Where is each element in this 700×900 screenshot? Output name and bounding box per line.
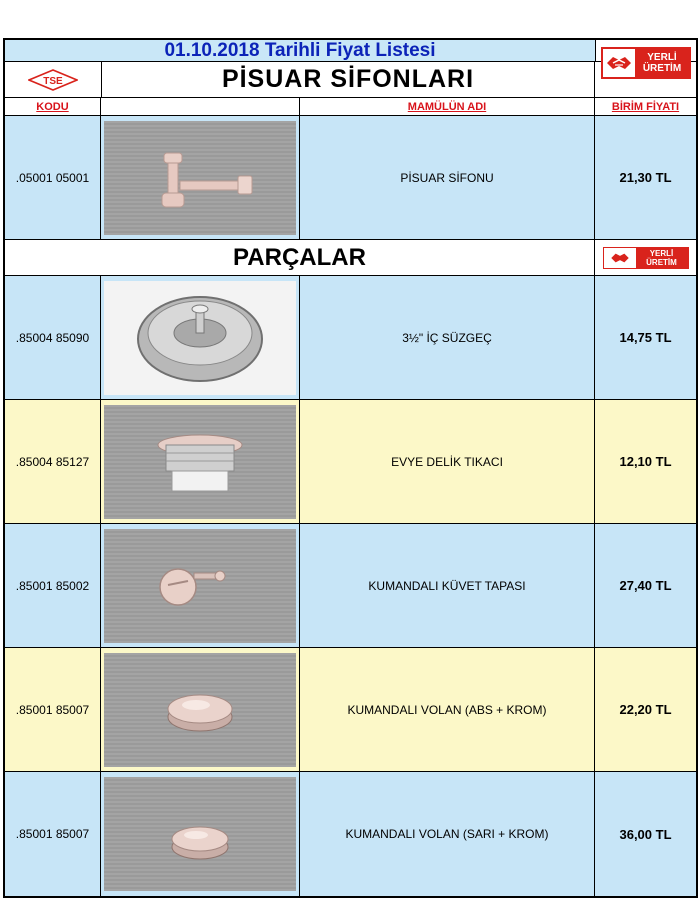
- product-image-cell: [101, 276, 300, 399]
- strainer-image: [104, 281, 296, 395]
- product-code: .85004 85127: [5, 400, 101, 523]
- table-row: [5, 116, 696, 240]
- price-list-date-title: 01.10.2018 Tarihli Fiyat Listesi: [5, 40, 595, 61]
- product-name: EVYE DELİK TIKACI: [300, 400, 595, 523]
- handshake-icon: [604, 248, 636, 268]
- product-price: 22,20 TL: [619, 702, 672, 717]
- parts-section-title: PARÇALAR: [5, 240, 595, 275]
- column-header-row: [5, 98, 696, 116]
- tse-logo-text: TSE: [43, 75, 63, 87]
- product-price: 12,10 TL: [619, 454, 672, 469]
- product-price: 14,75 TL: [619, 330, 672, 345]
- badge-line-1: YERLİ: [649, 248, 674, 258]
- yerli-uretim-badge-small: [603, 247, 689, 269]
- product-code: .05001 05001: [5, 116, 101, 239]
- table-row: [5, 400, 696, 524]
- category-title: PİSUAR SİFONLARI: [101, 62, 595, 97]
- category-title-row: [5, 62, 696, 98]
- parts-section-header: [5, 240, 696, 276]
- product-price: 36,00 TL: [619, 826, 672, 842]
- table-row: [5, 648, 696, 772]
- hole-plug-image: [104, 405, 296, 519]
- tse-logo-cell: [5, 62, 101, 97]
- badge-line-2: ÜRETİM: [646, 257, 677, 267]
- badge-line-2: ÜRETİM: [642, 63, 682, 74]
- yerli-uretim-logo-cell: [595, 40, 696, 74]
- siphon-pipe-image: [104, 121, 296, 235]
- product-image-cell: [101, 524, 300, 647]
- product-image-cell: [101, 648, 300, 771]
- product-code: .85001 85002: [5, 524, 101, 647]
- product-price: 21,30 TL: [619, 170, 672, 185]
- product-name: 3½" İÇ SÜZGEÇ: [300, 276, 595, 399]
- product-name: KUMANDALI KÜVET TAPASI: [300, 524, 595, 647]
- badge-line-1: YERLİ: [647, 52, 677, 63]
- table-row: [5, 276, 696, 400]
- column-header-code: KODU: [5, 98, 101, 115]
- price-list-sheet: [3, 38, 698, 898]
- parts-badge-cell: [595, 240, 696, 275]
- product-price: 27,40 TL: [619, 578, 672, 593]
- control-knob-image: [104, 653, 296, 767]
- product-image-cell: [101, 772, 300, 896]
- product-code: .85004 85090: [5, 276, 101, 399]
- product-image-cell: [101, 116, 300, 239]
- control-knob-image: [104, 777, 296, 891]
- product-name: KUMANDALI VOLAN (ABS + KROM): [300, 648, 595, 771]
- title-logo-spacer: [595, 62, 696, 97]
- product-code: .85001 85007: [5, 772, 101, 896]
- product-image-cell: [101, 400, 300, 523]
- column-header-image: [101, 98, 300, 115]
- column-header-name: MAMÜLÜN ADI: [300, 98, 595, 115]
- product-name: KUMANDALI VOLAN (SARI + KROM): [300, 772, 595, 896]
- yerli-uretim-text: [636, 248, 688, 268]
- table-row: [5, 772, 696, 896]
- product-name: PİSUAR SİFONU: [300, 116, 595, 239]
- column-header-price: BİRİM FİYATI: [611, 100, 680, 113]
- bath-plug-image: [104, 529, 296, 643]
- date-header-row: [5, 39, 696, 74]
- table-row: [5, 524, 696, 648]
- product-code: .85001 85007: [5, 648, 101, 771]
- tse-logo-icon: [28, 69, 78, 91]
